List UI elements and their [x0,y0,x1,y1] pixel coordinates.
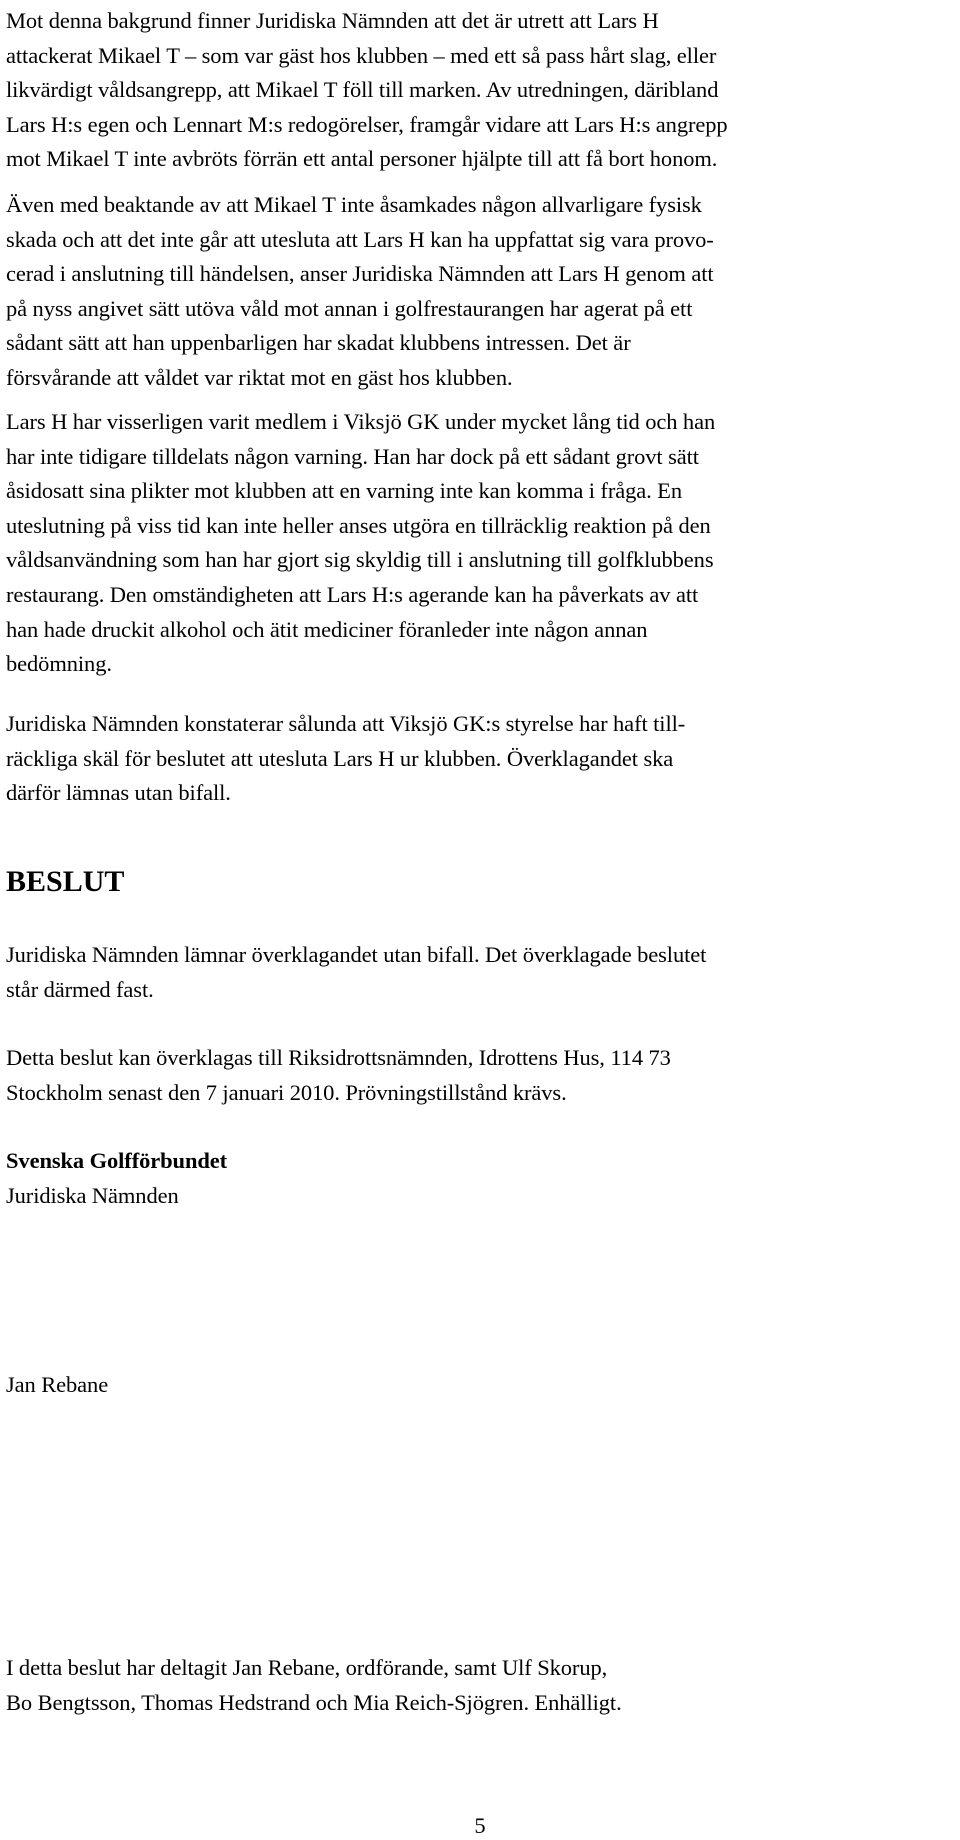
text-line: åsidosatt sina plikter mot klubben att en varning inte kan komma i fråga. En [6,478,682,504]
signer-name: Jan Rebane [6,1372,109,1397]
body-name: Juridiska Nämnden [6,1182,179,1208]
organization-name: Svenska Golfförbundet [6,1148,228,1173]
text-line: Detta beslut kan överklagas till Riksidrottsnämnden, Idrottens Hus, 114 73 [6,1045,671,1070]
text-line: Bo Bengtsson, Thomas Hedstrand och Mia Reich-Sjögren. Enhälligt. [6,1689,622,1715]
text-line: räckliga skäl för beslutet att utesluta Lars H ur klubben. Överklagandet ska [6,745,674,771]
text-line: han hade druckit alkohol och ätit mediciner föranleder inte någon annan [6,616,648,642]
text-line: cerad i anslutning till händelsen, anser Juridiska Nämnden att Lars H genom att [6,261,714,287]
text-line: Lars H har visserligen varit medlem i Viksjö GK under mycket lång tid och han [6,409,716,434]
text-line: försvårande att våldet var riktat mot en gäst hos klubben. [6,364,513,390]
text-line: Juridiska Nämnden konstaterar sålunda att Viksjö GK:s styrelse har haft till- [6,711,686,736]
signature-block [6,1144,946,1213]
text-line: våldsanvändning som han har gjort sig skyldig till i anslutning till golfklubbens [6,547,714,573]
text-line: Lars H:s egen och Lennart M:s redogörelser, framgår vidare att Lars H:s angrepp [6,111,728,137]
text-line: sådant sätt att han uppenbarligen har skadat klubbens intressen. Det är [6,330,631,356]
text-line: likvärdigt våldsangrepp, att Mikael T föll till marken. Av utredningen, däribland [6,77,719,103]
text-line: mot Mikael T inte avbröts förrän ett antal personer hjälpte till att få bort honom. [6,146,718,172]
text-line: bedömning. [6,651,112,677]
paragraph-conclusion [6,707,946,811]
page-number: 5 [474,1813,486,1838]
text-line: attackerat Mikael T – som var gäst hos klubben – med ett så pass hårt slag, eller [6,42,717,68]
paragraph-decision [6,938,946,1007]
text-line: står därmed fast. [6,976,154,1002]
paragraph-assessment [6,188,946,396]
paragraph-appeal [6,1041,946,1110]
text-line: Juridiska Nämnden lämnar överklagandet utan bifall. Det överklagade beslutet [6,942,707,967]
text-line: Mot denna bakgrund finner Juridiska Nämnden att det är utrett att Lars H [6,8,659,33]
text-line: har inte tidigare tilldelats någon varning. Han har dock på ett sådant grovt sätt [6,443,699,469]
text-line: restaurang. Den omständigheten att Lars H:s agerande kan ha påverkats av att [6,581,699,607]
text-line: på nyss angivet sätt utöva våld mot annan i golfrestaurangen har agerat på ett [6,295,693,321]
section-heading: BESLUT [6,865,125,898]
text-line: I detta beslut har deltagit Jan Rebane, ordförande, samt Ulf Skorup, [6,1655,608,1680]
text-line: skada och att det inte går att utesluta att Lars H kan ha uppfattat sig vara provo- [6,226,714,252]
signer-block [6,1368,946,1403]
text-line: uteslutning på viss tid kan inte heller anses utgöra en tillräcklig reaktion på den [6,512,711,538]
paragraph-background-finding [6,4,946,177]
text-line: därför lämnas utan bifall. [6,780,231,806]
paragraph-membership [6,405,946,682]
paragraph-participants [6,1651,946,1720]
text-line: Stockholm senast den 7 januari 2010. Prövningstillstånd krävs. [6,1079,567,1105]
text-line: Även med beaktande av att Mikael T inte åsamkades någon allvarligare fysisk [6,192,702,217]
